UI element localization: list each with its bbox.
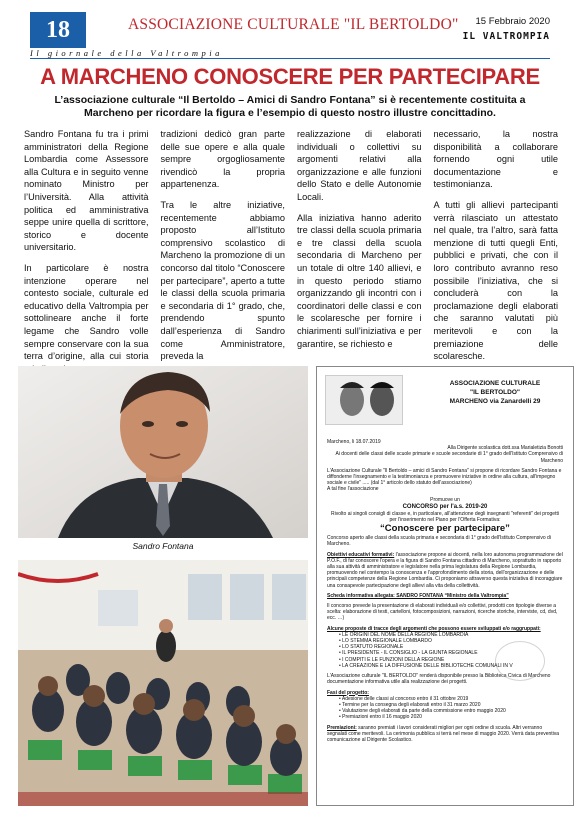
letter-assoc-line: "IL BERTOLDO" — [470, 389, 520, 396]
photo-caption: Sandro Fontana — [132, 541, 194, 551]
letter-recipient: Ai docenti delle classi delle scuole primarie e scuole secondarie di 1° grado dell'Istituto Comprensivo di Marcheno — [335, 451, 563, 464]
objectives-label: Obiettivi educativi formativi: — [327, 551, 395, 558]
list-item: • Premiazioni entro il 16 maggio 2020 — [339, 714, 563, 720]
paragraph: A tutti gli allievi partecipanti verrà rilasciato un attestato nel quale, tra l’altro, sarà fatta menzione di tutti quegli Enti, pubblici e privati, che con il loro contributo avranno reso possibile l’iniziativa, che si concluderà con la proclamazione degli elaborati che saranno valutati più meritevoli e con la premiazione delle scolaresche. — [433, 199, 558, 362]
awards-block — [327, 725, 563, 744]
column-1 — [24, 128, 149, 362]
portrait-photo — [18, 366, 308, 538]
list-item: • IL PRESIDENTE - IL CONSIGLIO - LA GIUNTA REGIONALE — [339, 650, 563, 656]
phases-list — [327, 696, 563, 721]
column-4 — [433, 128, 559, 362]
letter-date: Marcheno, li 18.07.2019 — [327, 439, 381, 445]
paragraph: necessario, la nostra disponibilità a collaborare fornendo ogni utile documentazione e testimonianza. — [433, 129, 558, 190]
issue-date: 15 Febbraio 2020 — [475, 16, 550, 27]
phases-label: Fasi del progetto: — [327, 689, 369, 696]
topics-label: Alcune proposte di tracce degli argomenti che possono essere sviluppati e/o raggruppati: — [327, 625, 541, 632]
list-item: • Adesione delle classi al concorso entro il 31 ottobre 2019 — [339, 696, 563, 702]
objectives-block — [327, 552, 563, 589]
association-title: ASSOCIAZIONE CULTURALE "IL BERTOLDO" — [128, 16, 459, 33]
list-item: • Termine per la consegna degli elaborati entro il 31 marzo 2020 — [339, 702, 563, 708]
paragraph: Alla iniziativa hanno aderito tre classi della scuola primaria e tre classi della scuola secondaria di Marcheno per un totale di oltre 140 allievi, e in questo periodo stiamo organizzando gli incontri con i coordinatori delle classi e con le scolaresche per fornire i chiarimenti sull’iniziativa e per garantire, se richiesto e — [297, 212, 422, 349]
letter-text: Concorso aperto alle classi della scuola primaria e secondaria di 1° grado dell'Istituto Comprensivo di Marcheno. — [327, 535, 551, 548]
letter-text: Promuove un — [430, 496, 460, 503]
awards-label: Premiazioni: — [327, 724, 357, 731]
letter-assoc-line: MARCHENO via Zanardelli 29 — [449, 398, 541, 405]
column-2 — [160, 128, 286, 362]
article-lead: L’associazione culturale “Il Bertoldo – Amici di Sandro Fontana” si è recentemente costituita a Marcheno per ricordare la figura e l’esempio di questo nostro illustre concittadino. — [54, 94, 526, 119]
contest-letter — [316, 366, 574, 806]
contest-title: “Conoscere per partecipare” — [380, 523, 510, 535]
list-item: • LO STATUTO REGIONALE — [339, 644, 563, 650]
stamp-mark — [495, 641, 545, 681]
list-item: • LE ORIGINI DEL NOME DELLA REGIONE LOMBARDIA — [339, 632, 563, 638]
contest-label: CONCORSO per l'a.s. 2019-20 — [402, 503, 488, 510]
column-3 — [297, 128, 422, 356]
article-headline: A MARCHENO CONOSCERE PER PARTECIPARE — [40, 64, 540, 89]
portrait-illustration — [18, 366, 308, 538]
paragraph: Tra le altre iniziative, recentemente abbiamo proposto all’Istituto comprensivo scolastico di Marcheno la promozione di un concorso dal titolo “Conoscere per partecipare”, aperto a tutte le classi della scuola primaria e secondaria di 1° grado, che, prendendo spunto dall’esperienza di Sandro come Amministratore, preveda la — [160, 199, 285, 362]
paragraph: In particolare è nostra intenzione operare nel contesto sociale, culturale ed educativo della Valtrompia per sottolineare anche il forte legame che Sandro volle sempre conservare con la sua terra d’origine, alla cui storia — [24, 262, 149, 362]
letter-body — [327, 439, 563, 743]
list-item: • LA CREAZIONE E LA DIFFUSIONE DELLE BIBLIOTECHE COMUNALI IN V — [339, 663, 563, 669]
paragraph: realizzazione di elaborati individuali o collettivi su argomenti relativi alla organizzazione e alle funzioni dello Stato e delle Autonomie Locali. — [297, 129, 422, 202]
letter-assoc-line: ASSOCIAZIONE CULTURALE — [449, 380, 541, 387]
newspaper-name: IL VALTROMPIA — [462, 31, 550, 42]
header-rule — [30, 58, 550, 59]
awards-text: saranno premiati i lavori considerati migliori per ogni ordine di scuola. Altri verranno segnalati come meritevoli. La cerimonia pubblica si terrà nel mese di maggio 2020. Verrà data preventiva comunicazione al Dirigente Scolastico. — [327, 724, 560, 743]
letter-text: A tal fine l'associazione — [327, 486, 379, 493]
sheet-label: Scheda informativa allegata: SANDRO FONTANA “Ministro della Valtrompia” — [327, 592, 509, 599]
letter-text: Rivolto ai singoli consigli di classe e, in particolare, all'attenzione degli insegnanti "referenti" dei progetti per l'inserimento nel Piano per l'Offerta Formativa: — [331, 510, 559, 524]
article-body — [24, 128, 558, 362]
letter-header — [425, 379, 565, 406]
list-item: • LO STEMMA REGIONALE LOMBARDO — [339, 638, 563, 644]
letter-portrait-illustration — [326, 376, 403, 425]
paragraph: Sandro Fontana fu tra i primi amministratori della Regione Lombardia come Assessore alla Cultura e in seguito venne nominato Ministro per l’Università. Alla attività politica ed amministrativa seppe unire quella di scrittore, storico e docente universitario. — [24, 129, 149, 253]
classroom-photo — [18, 560, 308, 806]
letter-portrait — [325, 375, 403, 425]
letter-intro: L'Associazione Culturale "Il Bertoldo – amici di Sandro Fontana" si propone di ricordare Sandro Fontana e diffonderne l'insegnamento e la testimonianza e promuovere iniziative in ordine alla cultura, all'impegno sociale e civile" ..... (dal 1° articolo dello statuto dell'associazione) — [327, 467, 562, 487]
classroom-illustration — [18, 560, 308, 806]
letter-rules: Il concorso prevede la presentazione di elaborati individuali e/o collettivi, prodotti con tipologie diverse a scelta: elaborazione di testi, cartelloni, fotocomposizioni, narrazioni, ricerche storiche, interviste, cd, dvd, ecc. …) — [327, 603, 558, 622]
list-item: • I COMPITI E LE FUNZIONI DELLA REGIONE — [339, 657, 563, 663]
library-note: L'Associazione culturale "IL BERTOLDO" renderà disponibile presso la Biblioteca Civica di Marcheno documentazione informativa utile alla realizzazione dei progetti. — [327, 673, 551, 686]
objectives-text: l'associazione propone ai docenti, nella loro autonoma programmazione del P.O.F., di far conoscere l'opera e la figura di Sandro Fontana cittadino di Marcheno, soprattutto in rapporto alla sua attività di amministratore e legislatore nella prima legislatura della Regione Lombardia, promuovendo nel contempo la conoscenza e l'approfondimento della storia, dell'organizzazione e delle principali competenze della Regione Lombardia. Ci proponiamo attraverso questa iniziativa di incoraggiare una consapevole partecipazione degli allievi alla vita della collettività. — [327, 551, 563, 589]
paragraph: tradizioni dedicò gran parte delle sue opere e alla quale sempre orgogliosamente rivendicò la propria appartenenza. — [160, 129, 285, 190]
page-number: 18 — [30, 12, 86, 48]
newspaper-subline: Il giornale della Valtrompia — [30, 48, 223, 58]
letter-recipient: Alla Dirigente scolastica dott.ssa Marialetizia Bonotti — [447, 445, 563, 452]
list-item: • Valutazione degli elaborati da parte della commissione entro maggio 2020 — [339, 708, 563, 714]
